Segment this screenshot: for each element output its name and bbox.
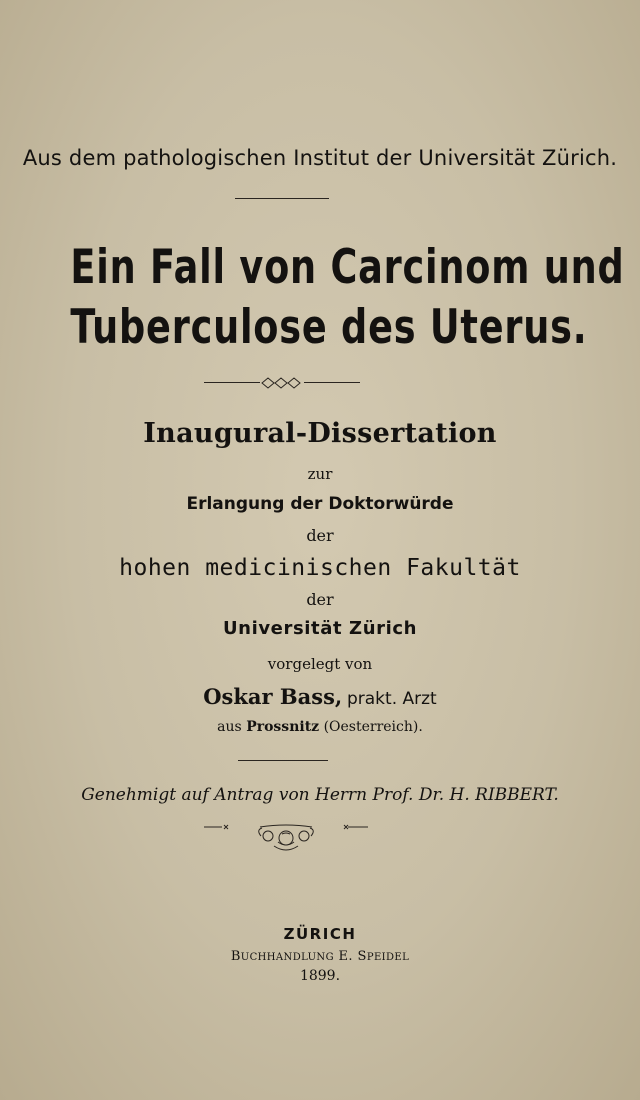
top-divider: [235, 198, 329, 199]
origin-prefix: aus: [217, 719, 242, 735]
imprint-city: ZÜRICH: [283, 925, 357, 943]
dissertation-heading: Inaugural-Dissertation: [143, 418, 497, 449]
author-title: prakt. Arzt: [346, 689, 437, 709]
text-erlangung: Erlangung der Doktorwürde: [186, 494, 454, 514]
middle-divider: [238, 760, 328, 761]
imprint-publisher: [0, 949, 640, 964]
origin-place: Prossnitz: [246, 719, 320, 735]
publisher-initial: E.: [338, 949, 353, 964]
publisher-cap-b: B: [230, 949, 241, 964]
institute-header: Aus dem pathologischen Institut der Universität Zürich.: [22, 146, 618, 170]
publisher-cap-s: S: [357, 949, 367, 964]
text-der-1: der: [306, 526, 334, 545]
imprint-year: 1899.: [299, 968, 341, 984]
text-fakultaet: hohen medicinischen Fakultät: [119, 555, 521, 581]
main-title-line-2: Tuberculose des Uterus.: [70, 300, 588, 355]
diamond-ornament-icon: [260, 376, 304, 390]
author-name: Oskar Bass,: [203, 684, 343, 709]
publisher-surname-smallcaps: PEIDEL: [366, 952, 410, 963]
text-zur: zur: [307, 465, 333, 483]
publisher-smallcaps: UCHHANDLUNG: [240, 952, 334, 963]
text-universitaet: Universität Zürich: [222, 618, 418, 639]
text-der-2: der: [306, 590, 334, 609]
author-origin: [0, 719, 640, 735]
printer-vignette-icon: [204, 822, 368, 856]
author-line: [0, 684, 640, 710]
text-vorgelegt: vorgelegt von: [267, 655, 373, 673]
ornament-divider: [204, 376, 360, 390]
approval-line: Genehmigt auf Antrag von Herrn Prof. Dr. H. RIBBERT.: [81, 785, 559, 805]
origin-country: (Oesterreich).: [323, 719, 423, 735]
main-title-line-1: Ein Fall von Carcinom und: [70, 240, 625, 295]
